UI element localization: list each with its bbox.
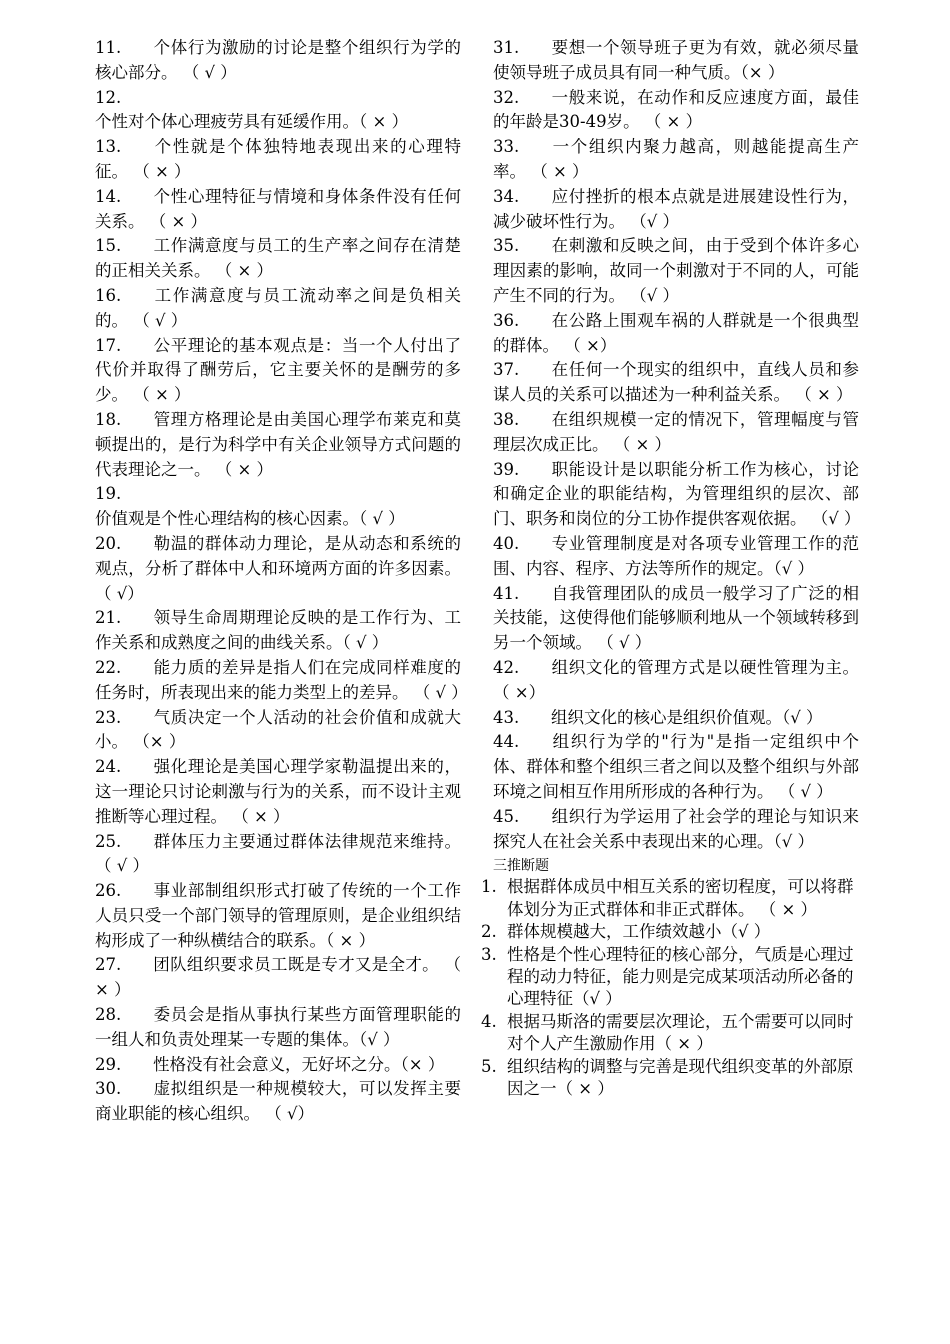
question-text: 个性心理特征与情境和身体条件没有任何关系。 （ × ） [95,186,461,231]
question-number: 44. [493,732,520,752]
question-text: 个性对个体心理疲劳具有延缓作用。（ × ） [95,112,409,132]
question-number: 33. [493,137,520,157]
question-item [95,830,461,880]
question-text: 性格是个性心理特征的核心部分，气质是心理过程的动力特征，能力则是完成某项活动所必备的心理特征（√ ） [507,944,854,1009]
question-number: 26. [95,881,122,901]
question-item [95,185,461,235]
question-item [481,944,859,1011]
question-number: 40. [493,533,520,553]
question-text: 工作满意度与员工流动率之间是负相关的。 （ √ ） [95,285,461,330]
question-item [95,135,461,185]
question-item [493,408,859,458]
question-number: 4. [481,1011,497,1031]
question-item [493,234,859,308]
question-item [481,921,859,943]
question-text: 组织结构的调整与完善是现代组织变革的外部原因之一（ × ） [507,1056,854,1098]
question-item [481,876,859,921]
question-item [493,582,859,656]
question-number: 17. [95,335,122,355]
question-text: 群体压力主要通过群体法律规范来维持。 （ √ ） [95,831,461,876]
question-number: 42. [493,657,520,677]
question-item [95,86,461,136]
question-number: 24. [95,757,122,777]
question-item [95,1077,461,1127]
question-number: 28. [95,1005,122,1025]
question-number: 12. [95,87,122,107]
question-number: 29. [95,1054,122,1074]
question-text: 一般来说，在动作和反应速度方面，最佳的年龄是30-49岁。 （ × ） [493,87,859,132]
question-number: 22. [95,657,122,677]
question-number: 18. [95,409,122,429]
question-number: 5. [481,1056,497,1076]
question-number: 45. [493,806,520,826]
question-text: 根据群体成员中相互关系的密切程度，可以将群体划分为正式群体和非正式群体。 （ × ） [507,877,854,919]
question-number: 32. [493,87,520,107]
question-text: 性格没有社会意义，无好坏之分。（× ） [153,1054,445,1074]
question-item [493,805,859,855]
question-text: 气质决定一个人活动的社会价值和成就大小。 （× ） [95,707,461,752]
question-text: 强化理论是美国心理学家勒温提出来的，这一理论只讨论刺激与行为的关系，而不设计主观推断等心理过程。 （ × ） [95,757,461,826]
question-number: 16. [95,285,122,305]
question-text: 要想一个领导班子更为有效，就必须尽量使领导班子成员具有同一种气质。（× ） [493,38,859,82]
question-text: 工作满意度与员工的生产率之间存在清楚的正相关关系。 （ × ） [95,236,461,281]
question-text: 组织行为学的"行为"是指一定组织中个体、群体和整个组织三者之间以及整个组织与外部环境之间相互作用所形成的各种行为。 （ √ ） [493,732,859,801]
question-text: 组织文化的核心是组织价值观。（√ ） [551,707,823,727]
question-text: 事业部制组织形式打破了传统的一个工作人员只受一个部门领导的管理原则，是企业组织结构形成了一种纵横结合的联系。（ × ） [95,881,461,950]
question-text: 委员会是指从事执行某些方面管理职能的一组人和负责处理某一专题的集体。（√ ） [95,1005,461,1049]
question-number: 19. [95,484,122,504]
question-text: 团队组织要求员工既是专才又是全才。 （ × ） [95,955,461,1000]
question-item [493,36,859,86]
question-number: 38. [493,409,520,429]
question-text: 职能设计是以职能分析工作为核心，讨论和确定企业的职能结构，为管理组织的层次、部门、职务和岗位的分工协作提供客观依据。 （√ ） [493,459,861,529]
question-number: 37. [493,360,520,380]
judgment-list [481,876,859,1100]
question-text: 根据马斯洛的需要层次理论，五个需要可以同时对个人产生激励作用（ × ） [507,1011,854,1054]
question-number: 27. [95,955,122,975]
question-number: 23. [95,707,122,727]
right-column [481,36,861,1100]
question-item [493,135,859,185]
question-text: 在任何一个现实的组织中，直线人员和参谋人员的关系可以描述为一种利益关系。 （ × ） [493,360,859,405]
question-number: 21. [95,608,122,628]
question-text: 虚拟组织是一种规模较大，可以发挥主要商业职能的核心组织。 （ √） [95,1079,461,1124]
question-item [95,706,461,756]
question-item [493,358,859,408]
left-column [95,36,468,1127]
question-number: 30. [95,1079,122,1099]
question-number: 43. [493,707,520,727]
question-text: 一个组织内聚力越高，则越能提高生产率。 （ × ） [493,137,859,181]
question-text: 自我管理团队的成员一般学习了广泛的相关技能，这使得他们能够顺利地从一个领域转移到另一个领域。 （ √ ） [493,583,859,653]
question-text: 在组织规模一定的情况下，管理幅度与管理层次成正比。 （ × ） [493,409,859,454]
question-number: 41. [493,583,520,603]
question-item [95,36,461,86]
question-number: 34. [493,186,520,206]
question-number: 20. [95,533,122,553]
question-item [95,755,461,829]
question-number: 11. [95,38,122,57]
question-number: 2. [481,922,497,942]
question-number: 1. [481,877,497,897]
question-item [95,1003,461,1053]
section-title: 三推断题 [493,858,549,875]
question-item [95,606,461,656]
question-number: 13. [95,137,122,157]
question-text: 个性就是个体独特地表现出来的心理特征。 （ × ） [95,137,461,181]
question-item [481,1011,859,1056]
question-item [493,185,859,235]
question-item [95,334,461,408]
question-item [493,656,859,706]
question-item [493,86,859,136]
question-number: 14. [95,186,122,206]
question-item [95,482,461,532]
question-item [95,953,461,1003]
question-text: 管理方格理论是由美国心理学布莱克和莫顿提出的，是行为科学中有关企业领导方式问题的代表理论之一。 （ × ） [95,409,461,479]
question-text: 勒温的群体动力理论，是从动态和系统的观点，分析了群体中人和环境两方面的许多因素。 （ √） [95,533,461,603]
question-text: 价值观是个性心理结构的核心因素。（ √ ） [95,509,405,529]
question-item [95,408,461,482]
question-text: 在公路上围观车祸的人群就是一个很典型的群体。 （ ×） [493,310,859,355]
question-item [493,532,859,582]
question-text: 组织文化的管理方式是以硬性管理为主。 （ ×） [493,657,859,702]
question-item [95,284,461,334]
question-item [493,309,859,359]
question-text: 领导生命周期理论反映的是工作行为、工作关系和成熟度之间的曲线关系。（ √ ） [95,608,461,653]
question-text: 个体行为激励的讨论是整个组织行为学的核心部分。 （ √ ） [95,38,461,82]
question-item [493,730,859,804]
question-text: 组织行为学运用了社会学的理论与知识来探究人在社会关系中表现出来的心理。（√ ） [493,806,859,851]
question-item [493,706,859,731]
question-text: 群体规模越大，工作绩效越小（√ ） [507,922,771,942]
question-text: 在刺激和反映之间，由于受到个体许多心理因素的影响，故同一个刺激对于不同的人，可能产生不同的行为。 （√ ） [493,236,859,305]
question-item [95,879,461,953]
question-item [493,458,859,532]
question-item [95,656,468,706]
question-text: 公平理论的基本观点是：当一个人付出了代价并取得了酬劳后，它主要关怀的是酬劳的多少。 （ × ） [95,335,461,405]
question-text: 能力质的差异是指人们在完成同样难度的任务时，所表现出来的能力类型上的差异。 （ √ ） [95,657,468,702]
question-item [95,234,461,284]
question-number: 36. [493,310,520,330]
question-text: 应付挫折的根本点就是进展建设性行为，减少破坏性行为。 （√ ） [493,186,859,231]
question-number: 31. [493,38,520,57]
question-text: 专业管理制度是对各项专业管理工作的范围、内容、程序、方法等所作的规定。（√ ） [493,533,859,578]
question-item [95,1053,461,1078]
question-item [481,1056,859,1101]
true-false-items-right [493,36,859,854]
question-number: 25. [95,831,122,851]
question-number: 15. [95,236,122,256]
question-item [95,532,461,606]
question-number: 35. [493,236,520,256]
question-number: 39. [493,459,520,479]
question-number: 3. [481,944,497,964]
